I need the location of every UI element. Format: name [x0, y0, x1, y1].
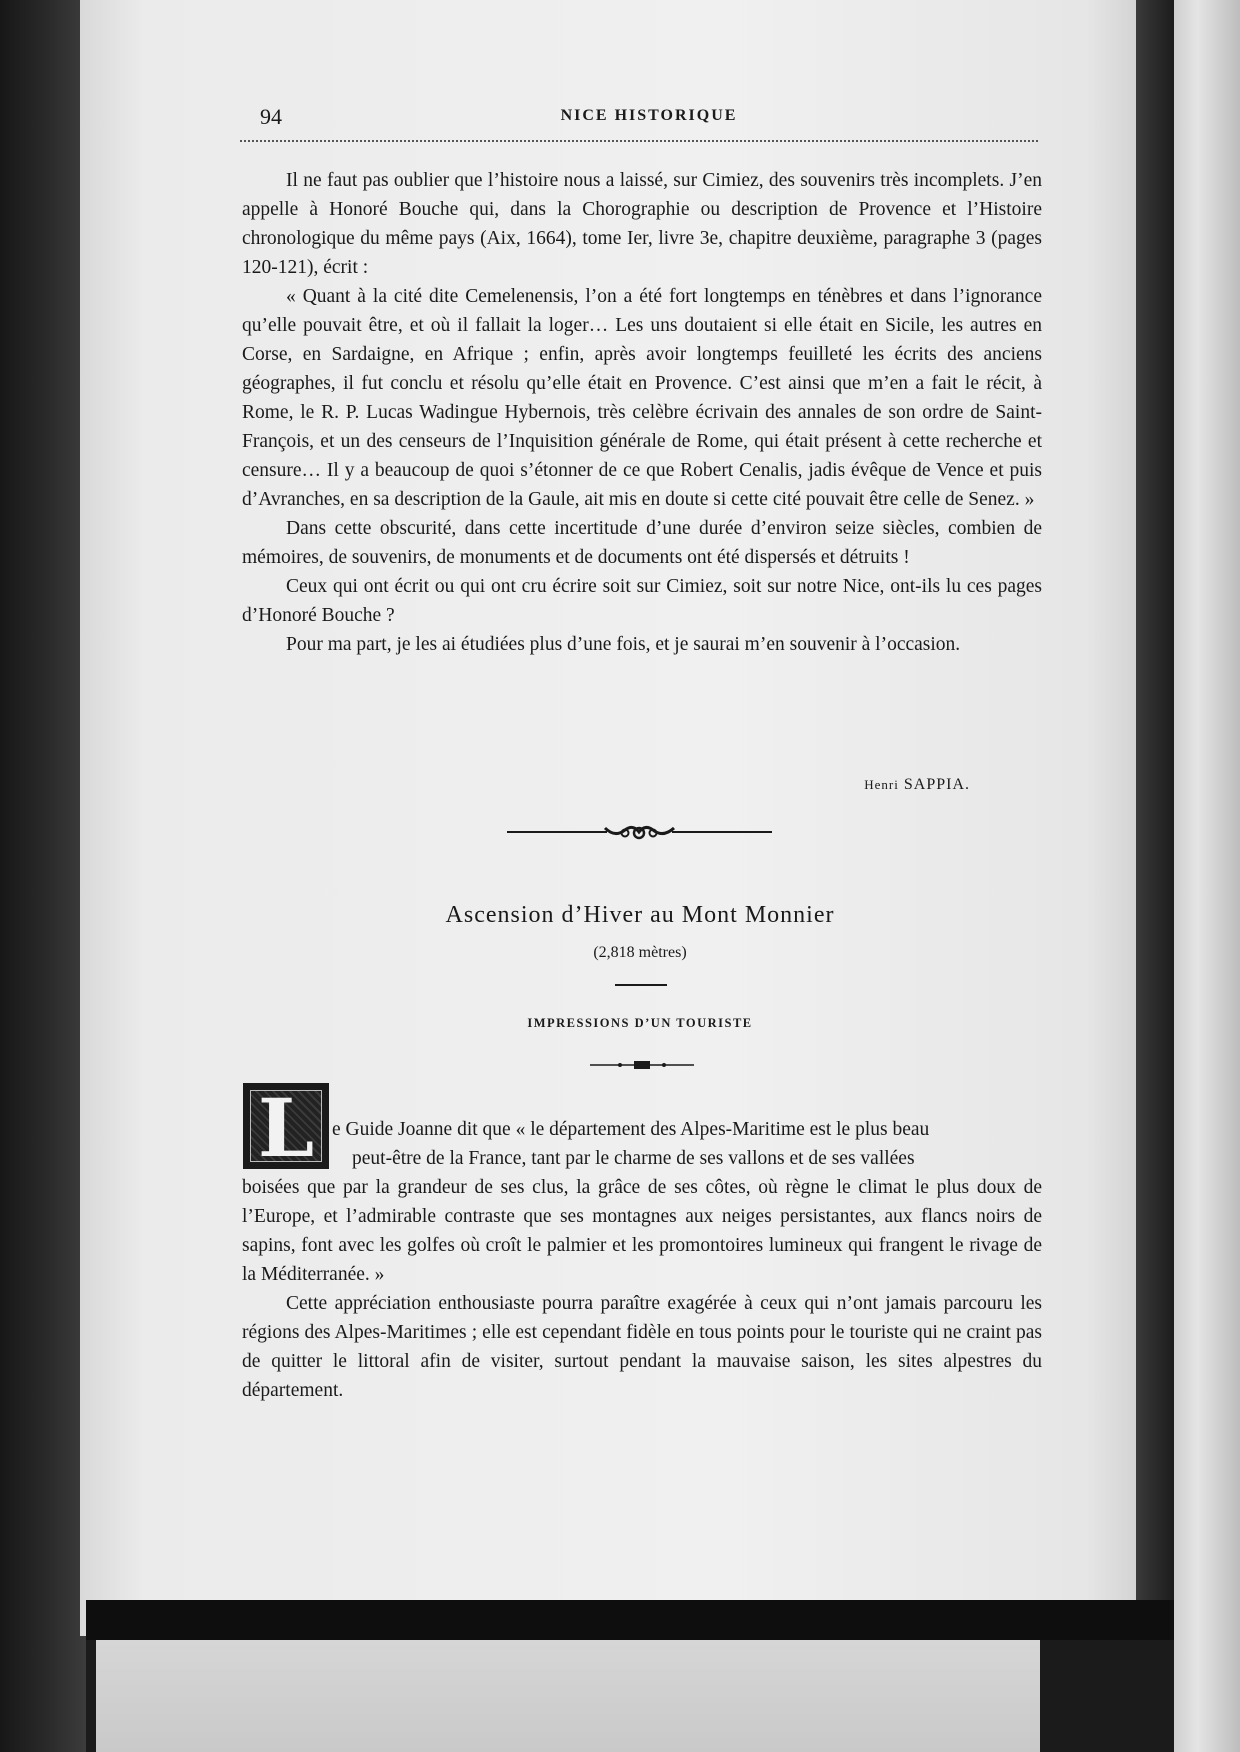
scan-right-margin — [1174, 0, 1240, 1752]
scan-bottom-shadow — [86, 1600, 1174, 1640]
scan-left-margin — [0, 0, 86, 1752]
article-paragraph-1-rest: boisées que par la grandeur de ses clus, la grâce de ses côtes, où règne le climat le plus doux de l’Europe, et l’admirable contraste que ses montagnes aux neiges persistantes, aux flancs noirs de sapins, font avec les golfes où croît le palmier et les promontoires lumineux qui frangent le rivage de la Méditerranée. » — [242, 1177, 1042, 1285]
header-dotted-rule — [240, 140, 1038, 142]
author-signature — [700, 776, 970, 794]
article-title: Ascension d’Hiver au Mont Monnier — [445, 902, 835, 928]
page-edge-shadow — [1136, 0, 1174, 1636]
title-rule — [615, 984, 667, 986]
paragraph-1: Il ne faut pas oublier que l’histoire nous a laissé, sur Cimiez, des souvenirs très incomplets. J’en appelle à Honoré Bouche qui, dans la Chorographie ou description de Provence et l’Histoire chronologique du même pays (Aix, 1664), tome Ier, livre 3e, chapitre deuxième, paragraphe 3 (pages 120-121), écrit : — [242, 170, 1042, 278]
article-body — [242, 1173, 1042, 1405]
paragraph-quote: « Quant à la cité dite Cemelenensis, l’on a été fort longtemps en ténèbres et dans l’ignorance qu’elle pouvait être, et où il fallait la loger… Les uns doutaient si elle était en Sicile, les autres en Corse, en Sardaigne, en Afrique ; enfin, après avoir longtemps feuilleté les écrits des anciens géographes, il fut conclu et résolu qu’elle était en Provence. C’est ainsi que m’en a fait le récit, à Rome, le R. P. Lucas Wadingue Hybernois, très celèbre écrivain des annales de son ordre de Saint-François, et un des censeurs de l’Inquisition générale de Rome, qui était présent à cette recherche et censure… Il y a beaucoup de quoi s’étonner de ce que Robert Cenalis, jadis évêque de Vence et puis d’Avranches, en sa description de la Gaule, ait mis en doute si cette cité pouvait être celle de Senez. » — [242, 286, 1042, 510]
paragraph-3: Dans cette obscurité, dans cette incertitude d’une durée d’environ seize siècles, combien de mémoires, de souvenirs, de monuments et de documents ont été dispersés et détruits ! — [242, 518, 1042, 568]
article-subtitle: (2,818 mètres) — [593, 944, 687, 961]
small-divider-ornament — [590, 1060, 694, 1070]
paragraph-4: Ceux qui ont écrit ou qui ont cru écrire soit sur Cimiez, soit sur notre Nice, ont-ils lu ces pages d’Honoré Bouche ? — [242, 576, 1042, 626]
article-line-1: e Guide Joanne dit que « le département des Alpes-Maritime est le plus beau — [332, 1119, 930, 1140]
underlying-page — [96, 1640, 1040, 1752]
section-divider-ornament — [507, 822, 772, 842]
article-paragraph-2: Cette appréciation enthousiaste pourra paraître exagérée à ceux qui n’ont jamais parcouru les régions des Alpes-Maritimes ; elle est cependant fidèle en tous points pour le touriste qui ne craint pas de quitter le littoral afin de visiter, surtout pendant la mauvaise saison, les sites alpestres du département. — [242, 1293, 1042, 1401]
drop-cap — [243, 1081, 329, 1175]
article-line-2: peut-être de la France, tant par le charme de ses vallons et de ses vallées — [352, 1148, 915, 1169]
journal-title: NICE HISTORIQUE — [560, 107, 738, 124]
paragraph-5: Pour ma part, je les ai étudiées plus d’une fois, et je saurai m’en souvenir à l’occasion. — [286, 634, 961, 655]
signature-last-name: SAPPIA. — [903, 776, 970, 793]
section-body — [242, 166, 1042, 659]
article-subheading: IMPRESSIONS D’UN TOURISTE — [527, 1016, 753, 1030]
page-number: 94 — [260, 104, 282, 129]
running-head — [260, 104, 1038, 132]
signature-first-name: Henri — [864, 777, 899, 792]
article-first-lines — [332, 1115, 1044, 1173]
drop-cap-letter: L — [257, 1081, 315, 1175]
